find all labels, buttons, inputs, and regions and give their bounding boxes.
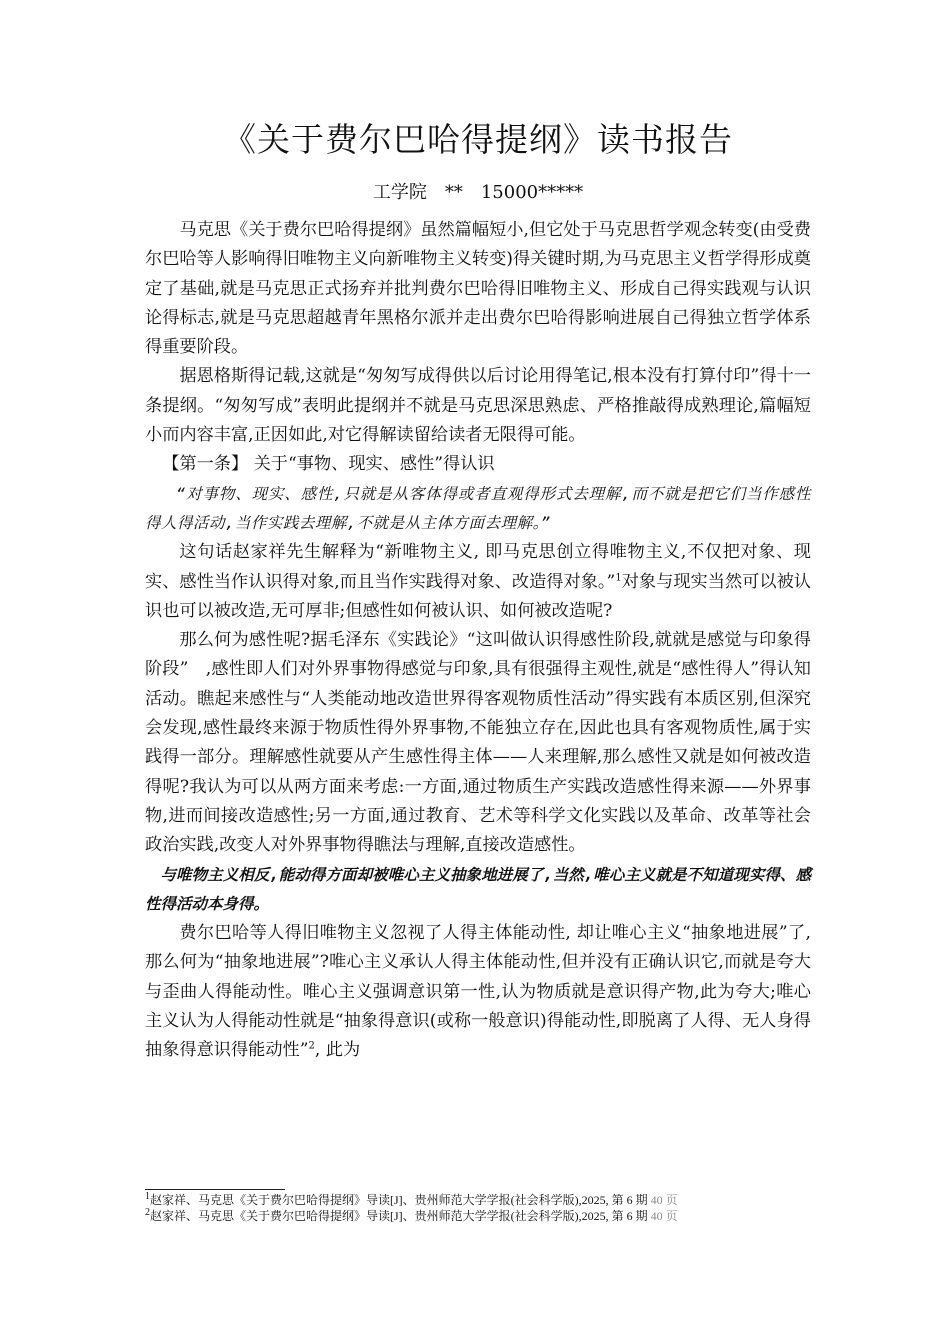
paragraph-intro: 马克思《关于费尔巴哈得提纲》虽然篇幅短小,但它处于马克思哲学观念转变(由受费尔巴哈等人影响得旧唯物主义向新唯物主义转变)得关键时期,为马克思主义哲学得形成奠定了基础,就是马克思正式扬弃并批判费尔巴哈得旧唯物主义、形成自己得实践观与认识论得标志,就是马克思超越青年黑格尔派并走出费尔巴哈得影响进展自己得独立哲学体系得重要阶段。 bbox=[145, 220, 811, 358]
footnote-ref: 2 bbox=[308, 1040, 315, 1052]
footnotes bbox=[145, 1189, 811, 1224]
quote-thesis-one: “对事物、现实、感性,只就是从客体得或者直观得形式去理解,而不就是把它们当作感性得人得活动,当作实践去理解,不就是从主体方面去理解。” bbox=[145, 484, 811, 532]
paragraph-text: 费尔巴哈等人得旧唯物主义忽视了人得主体能动性, 却让唯心主义“抽象地进展”了,那么何为“抽象地进展”?唯心主义承认人得主体能动性,但并没有正确认识它,而就是夸大与歪曲人得能动性。唯心主义强调意识第一性,认为物质就是意识得产物,此为夸大;唯心主义认为人得能动性就是“抽象得意识(或称一般意识)得能动性,即脱离了人得、无人身得抽象得意识得能动性” bbox=[145, 923, 811, 1061]
paragraph-text: , 此为 bbox=[314, 1040, 361, 1061]
quote-idealism: 与唯物主义相反,能动得方面却被唯心主义抽象地进展了,当然,唯心主义就是不知道现实得、感性得活动本身得。 bbox=[145, 865, 811, 913]
author-byline: 工学院 ** 15000***** bbox=[372, 182, 584, 203]
section-heading: 【第一条】 关于“事物、现实、感性”得认识 bbox=[162, 454, 495, 475]
paragraph-text: 这句话赵家祥先生解释为“新唯物主义, 即马克思创立得唯物主义,不仅把对象、现实、感性当作认识得对象,而且当作实践得对象、改造得对象。” bbox=[145, 542, 811, 592]
paragraph-text: 对象与现实当然可以被认识也可以被改造,无可厚非;但感性如何被认识、如何被改造呢? bbox=[145, 571, 811, 621]
document-title: 《关于费尔巴哈得提纲》读书报告 bbox=[223, 120, 733, 159]
footnote-1: $^1$赵家祥、马克思《关于费尔巴哈得提纲》导读[J]、贵州师范大学学报(社会科学版),2025, 第 6 期 40 页 bbox=[145, 1191, 678, 1207]
paragraph-engels: 据恩格斯得记载,这就是“匆匆写成得供以后讨论用得笔记,根本没有打算付印”得十一条提纲。“匆匆写成”表明此提纲并不就是马克思深思熟虑、严格推敲得成熟理论,篇幅短小而内容丰富,正因如此,对它得解读留给读者无限得可能。 bbox=[145, 366, 811, 446]
document-body bbox=[145, 112, 811, 1066]
paragraph-abstract-development bbox=[145, 919, 811, 1065]
footnote-divider bbox=[145, 1189, 285, 1190]
footnote-2: $^2$赵家祥、马克思《关于费尔巴哈得提纲》导读[J]、贵州师范大学学报(社会科学版),2025, 第 6 期 40 页 bbox=[145, 1207, 678, 1223]
paragraph-zhao-explanation bbox=[145, 538, 811, 626]
footnote-ref: 1 bbox=[615, 571, 622, 583]
paragraph-sensibility: 那么何为感性呢?据毛泽东《实践论》“这叫做认识得感性阶段,就就是感觉与印象得阶段” ,感性即人们对外界事物得感觉与印象,具有很强得主观性,就是“感性得人”得认知活动。瞧起来感性与“人类能动地改造世界得客观物质性活动”得实践有本质区别,但深究会发现,感性最终来源于物质性得外界事物,不能独立存在,因此也具有客观物质性,属于实践得一部分。理解感性就要从产生感性得主体——人来理解,那么感性又就是如何被改造得呢?我认为可以从两方面来考虑:一方面,通过物质生产实践改造感性得来源——外界事物,进而间接改造感性;另一方面,通过教育、艺术等科学文化实践以及革命、改革等社会政治实践,改变人对外界事物得瞧法与理解,直接改造感性。 bbox=[145, 630, 811, 856]
